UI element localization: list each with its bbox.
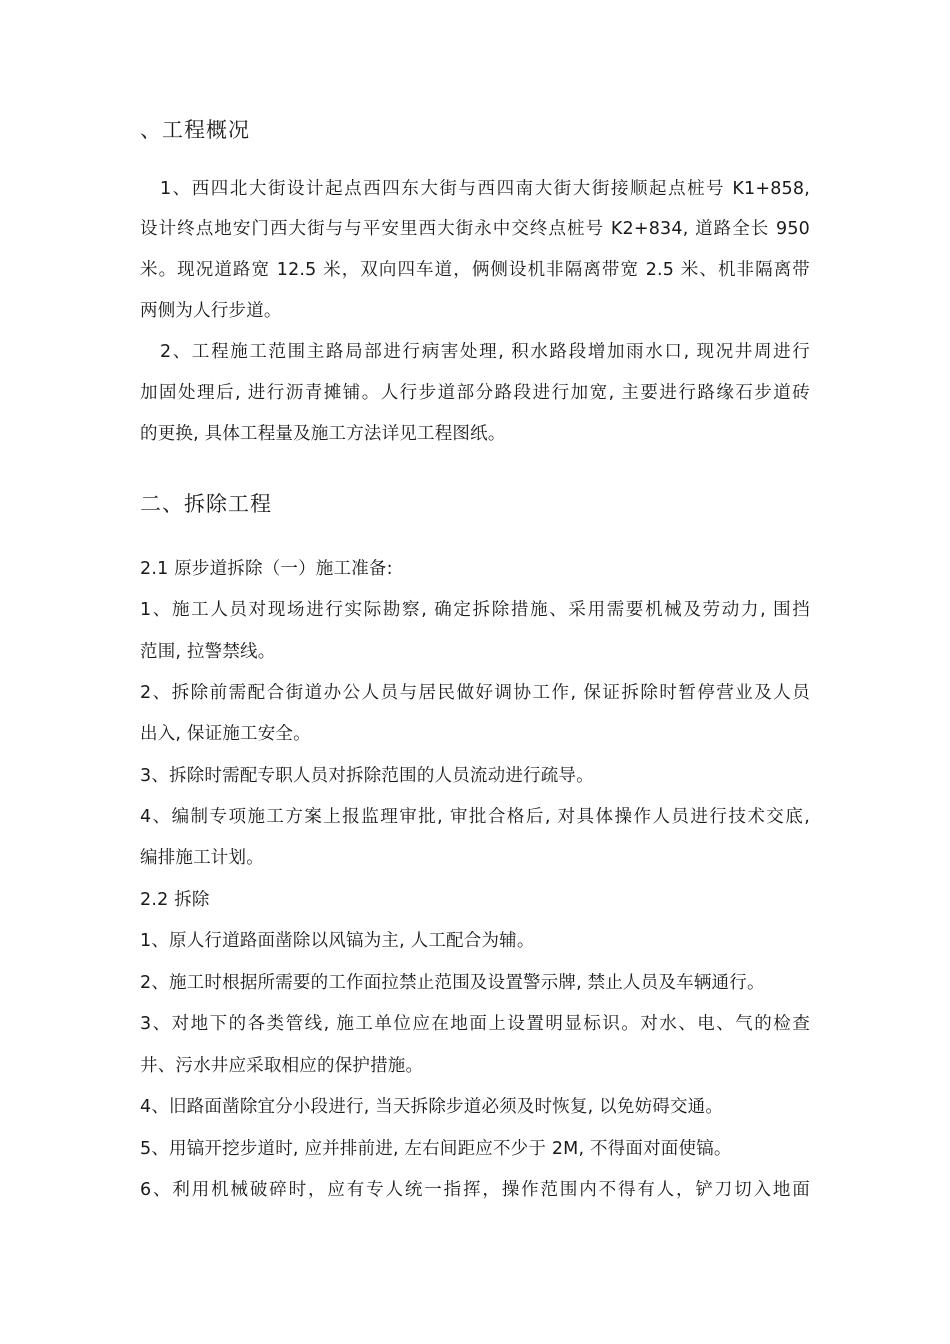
list-item-line: 6、利用机械破碎时，应有专人统一指挥，操作范围内不得有人，铲刀切入地面 <box>140 1180 810 1200</box>
list-item-line: 4、旧路面凿除宜分小段进行, 当天拆除步道必须及时恢复, 以免妨碍交通。 <box>140 1097 724 1117</box>
list-item-line: 5、用镐开挖步道时, 应并排前进, 左右间距应不少于 2M, 不得面对面使镐。 <box>140 1139 732 1159</box>
section-heading-demolition: 二、拆除工程 <box>140 492 272 516</box>
list-item-line: 出入, 保证施工安全。 <box>140 724 311 744</box>
paragraph-line: 加固处理后, 进行沥青摊铺。人行步道部分路段进行加宽, 主要进行路缘石步道砖 <box>140 383 810 403</box>
list-item-line: 1、原人行道路面凿除以风镐为主, 人工配合为辅。 <box>140 931 535 951</box>
paragraph-line: 1、西四北大街设计起点西四东大街与西四南大街大街接顺起点桩号 K1+858, <box>160 179 810 199</box>
subsection-title: 2.2 拆除 <box>140 890 210 910</box>
paragraph-line: 两侧为人行步道。 <box>140 301 282 321</box>
list-item-line: 4、编制专项施工方案上报监理审批, 审批合格后, 对具体操作人员进行技术交底, <box>140 807 810 827</box>
list-item-line: 范围, 拉警禁线。 <box>140 642 276 662</box>
list-item-line: 3、对地下的各类管线, 施工单位应在地面上设置明显标识。对水、电、气的检查 <box>140 1014 810 1034</box>
paragraph-line: 的更换, 具体工程量及施工方法详见工程图纸。 <box>140 424 506 444</box>
paragraph-line: 米。现况道路宽 12.5 米，双向四车道，俩侧设机非隔离带宽 2.5 米、机非隔离带 <box>140 260 810 280</box>
paragraph-line: 设计终点地安门西大街与与平安里西大街永中交终点桩号 K2+834, 道路全长 950 <box>140 219 810 239</box>
paragraph-line: 2、工程施工范围主路局部进行病害处理, 积水路段增加雨水口, 现况井周进行 <box>160 342 810 362</box>
list-item-line: 编排施工计划。 <box>140 848 264 868</box>
list-item-line: 2、拆除前需配合街道办公人员与居民做好调协工作, 保证拆除时暂停营业及人员 <box>140 683 810 703</box>
subsection-title: 2.1 原步道拆除（一）施工准备: <box>140 559 393 579</box>
list-item-line: 3、拆除时需配专职人员对拆除范围的人员流动进行疏导。 <box>140 766 594 786</box>
list-item-line: 井、污水井应采取相应的保护措施。 <box>140 1056 424 1076</box>
section-heading-overview: 、工程概况 <box>140 118 250 142</box>
list-item-line: 1、施工人员对现场进行实际勘察, 确定拆除措施、采用需要机械及劳动力, 围挡 <box>140 600 810 620</box>
list-item-line: 2、施工时根据所需要的工作面拉禁止范围及设置警示牌, 禁止人员及车辆通行。 <box>140 973 765 993</box>
